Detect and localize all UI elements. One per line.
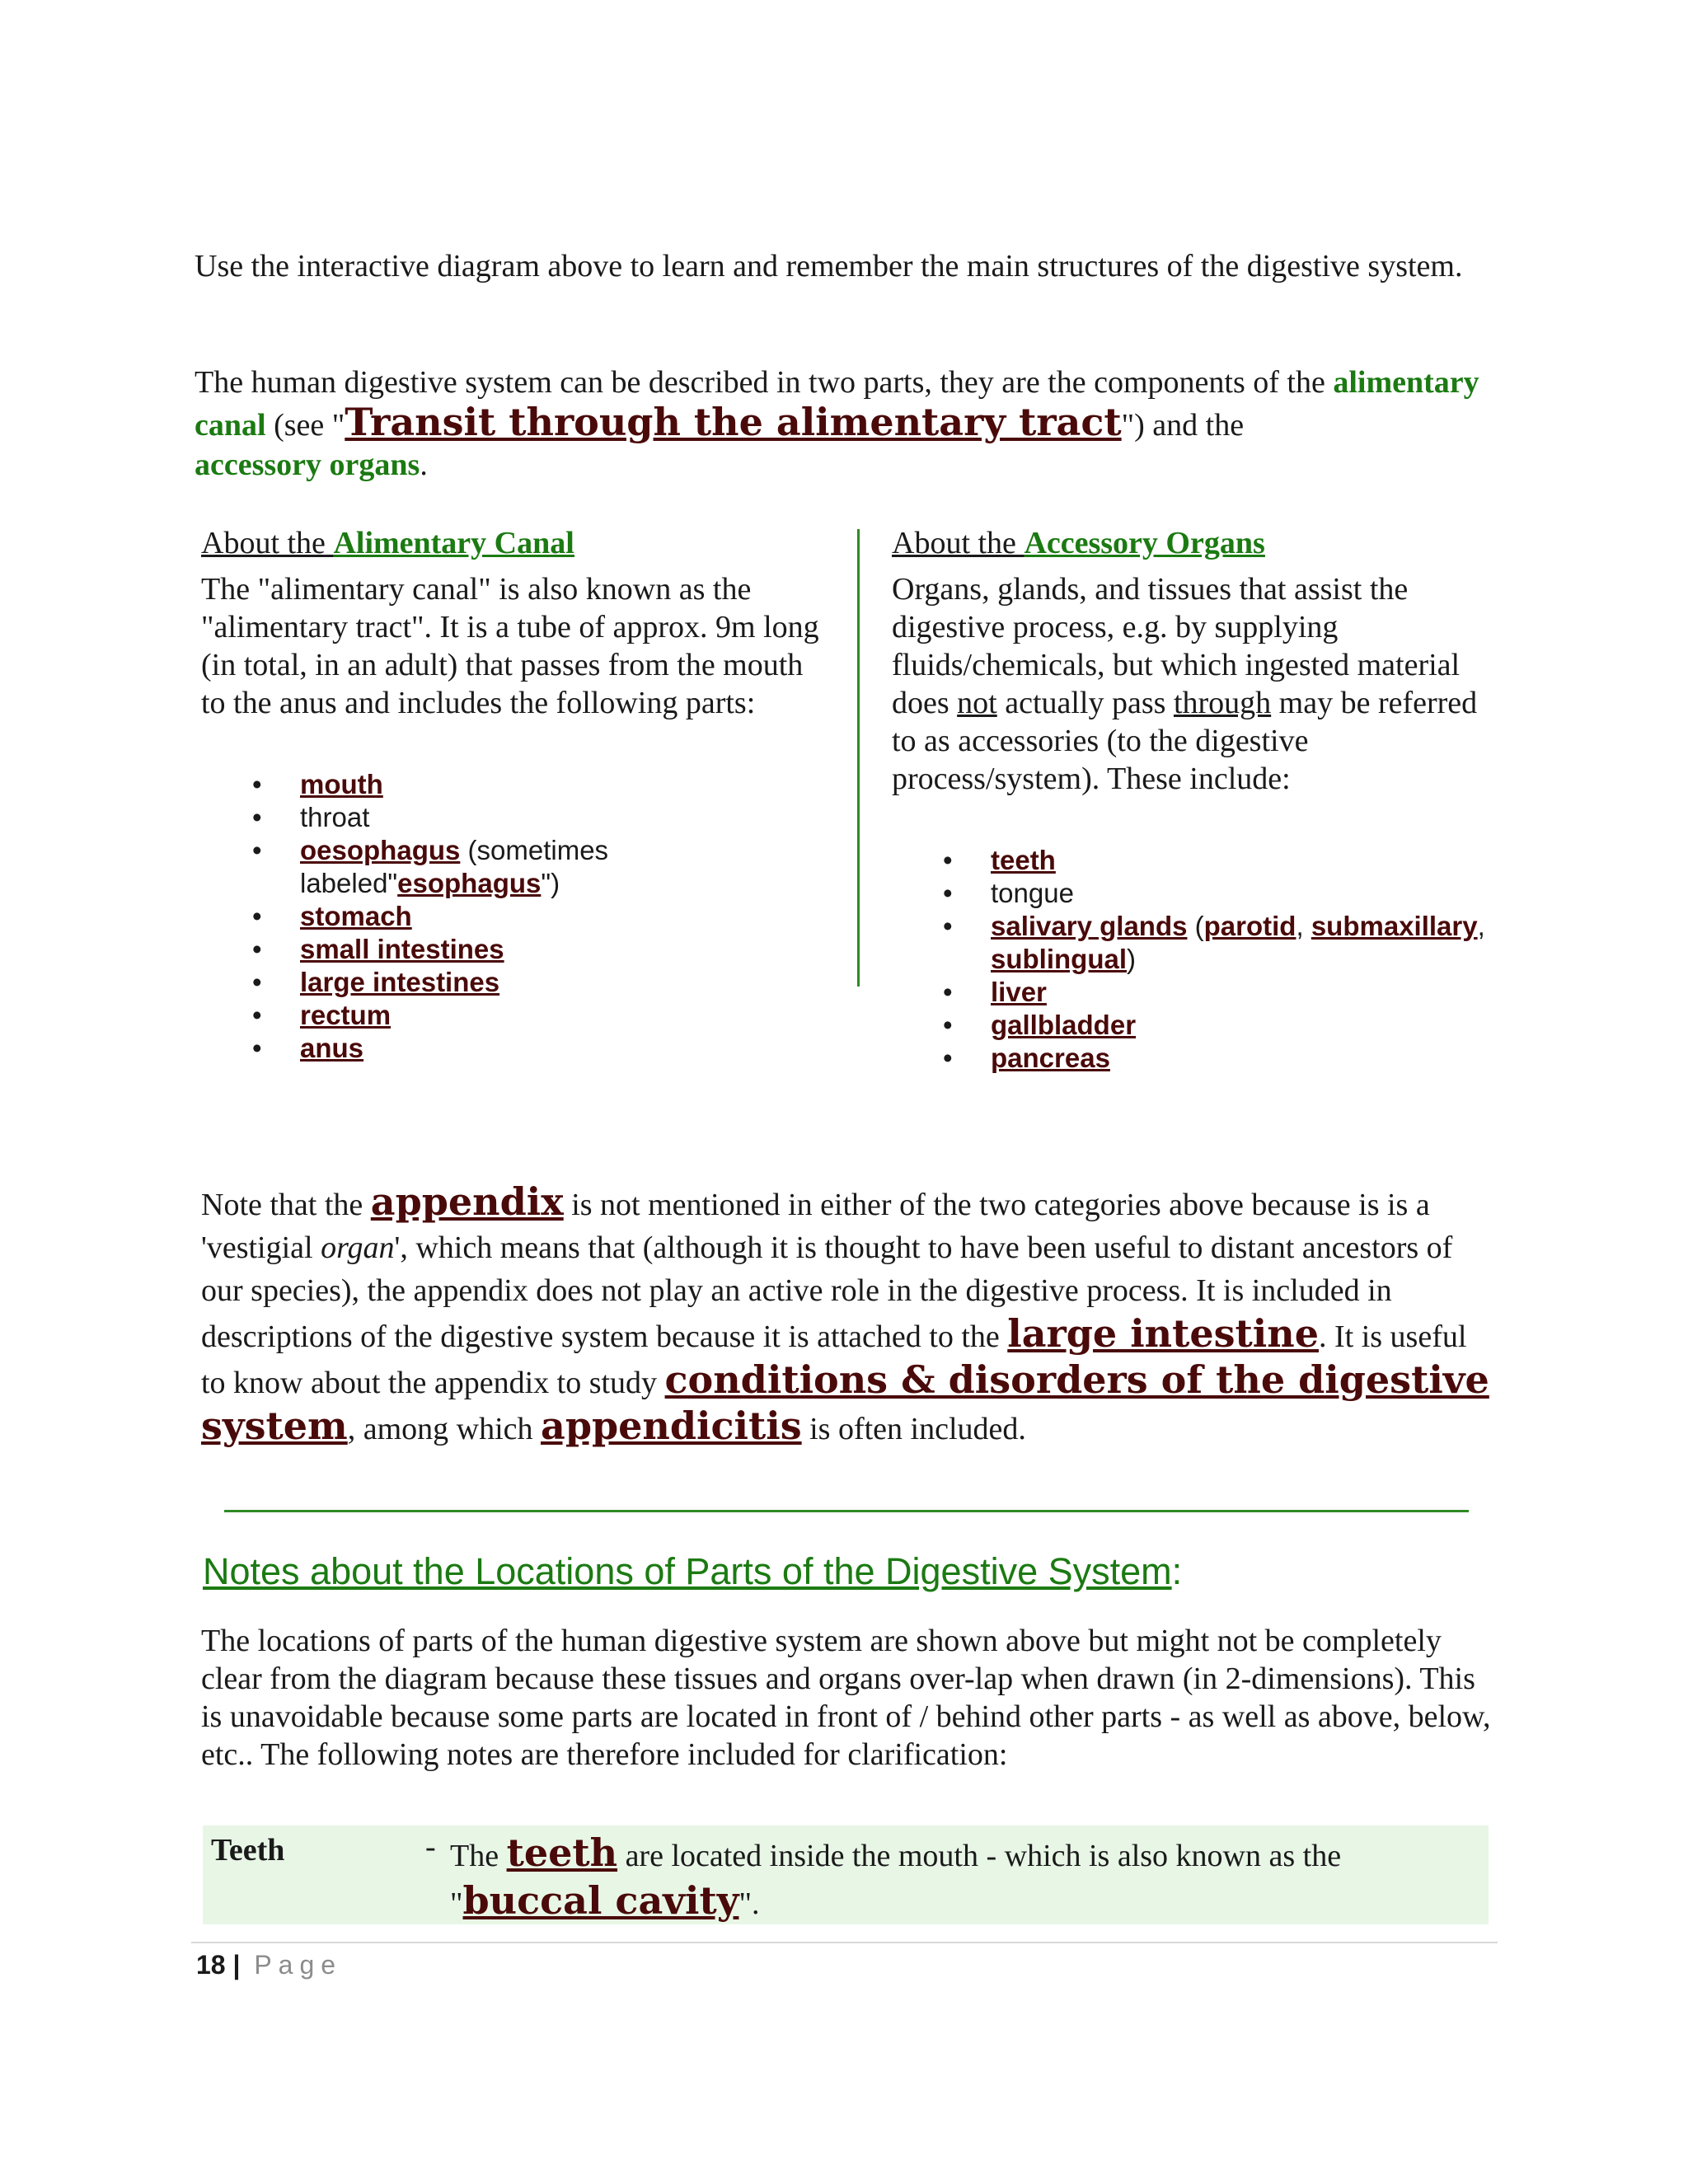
list-item: • tongue (943, 878, 1074, 908)
teeth-row-link[interactable]: teeth (506, 1830, 618, 1875)
sublingual-link[interactable]: sublingual (991, 944, 1127, 974)
accessory-organs-heading: About the Accessory Organs (892, 526, 1265, 560)
teeth-description: The teeth are located inside the mouth - which is also known as the "buccal cavity". (450, 1830, 1342, 1923)
locations-paragraph: The locations of parts of the human digestive system are shown above but might not be completely clear from the diagram because these tissues and organs over-lap when drawn (in 2-dimensions). This is unavoidable because some parts are located in front of / behind other parts - as well as above, below, etc.. The following notes are therefore included for clarification: (201, 1624, 1491, 1772)
intro-paragraph-2: The human digestive system can be described in two parts, they are the components of the alimentary canal (see "Transit through the alimentary tract") and the accessory organs. (195, 365, 1479, 482)
pancreas-link[interactable]: pancreas (991, 1043, 1110, 1073)
footer-divider (191, 1942, 1498, 1943)
parotid-link[interactable]: parotid (1203, 911, 1296, 941)
list-item: • stomach (252, 901, 412, 931)
rectum-link[interactable]: rectum (300, 1000, 392, 1030)
anus-link[interactable]: anus (300, 1033, 364, 1063)
appendix-note: Note that the appendix is not mentioned in either of the two categories above because is is a 'vestigial organ', which means that (although it is thought to have been useful to distant ancestors of our species), the appendix does not play an active role in the digestive process. It is included in descriptions of the digestive system because it is attached to the large intestine. It is useful to know about the appendix to study conditions & disorders of the digestive system, among which appendicitis is often included. (201, 1179, 1489, 1448)
alimentary-canal-column (201, 524, 828, 1065)
list-item: • large intestines (252, 967, 500, 997)
alimentary-canal-description: The "alimentary canal" is also known as the "alimentary tract". It is a tube of approx. 9m long (in total, in an adult) that passes from the mouth to the anus and includes the following parts: (201, 572, 819, 720)
section-divider (224, 1510, 1469, 1512)
buccal-cavity-link[interactable]: buccal cavity (462, 1878, 739, 1923)
accessory-organs-description: Organs, glands, and tissues that assist the digestive process, e.g. by supplying fluids/chemicals, but which ingested material does not actually pass through may be referred to as accessories (to the digestive process/system). These include: (892, 572, 1478, 796)
conditions-disorders-link[interactable]: conditions & disorders of the digestive system (201, 1357, 1489, 1448)
gallbladder-link[interactable]: gallbladder (991, 1010, 1137, 1040)
list-item: • salivary glands (parotid, submaxillary, sublingual) (943, 911, 1485, 974)
list-item: • rectum (252, 1000, 392, 1030)
large-intestine-link[interactable]: large intestine (1007, 1311, 1319, 1356)
oesophagus-link[interactable]: oesophagus (300, 835, 461, 865)
appendicitis-link[interactable]: appendicitis (541, 1404, 802, 1448)
accessory-organs-column (892, 524, 1493, 1075)
column-divider (857, 529, 860, 987)
list-item: • gallbladder (943, 1010, 1137, 1040)
page-footer: 18 | Page (196, 1950, 343, 1980)
alimentary-canal-term: alimentary canal (195, 365, 1479, 443)
esophagus-link[interactable]: esophagus (397, 868, 542, 898)
large-intestines-link[interactable]: large intestines (300, 967, 500, 997)
intro-paragraph-1: Use the interactive diagram above to learn and remember the main structures of the digestive system. (195, 249, 1463, 284)
list-item: • small intestines (252, 934, 504, 964)
mouth-link[interactable]: mouth (300, 769, 383, 799)
list-item: • pancreas (943, 1043, 1110, 1073)
accessory-organs-list (892, 844, 1493, 1075)
accessory-organs-term: accessory organs (195, 448, 420, 482)
submaxillary-link[interactable]: submaxillary (1311, 911, 1478, 941)
list-item: • teeth (943, 845, 1056, 875)
small-intestines-link[interactable]: small intestines (300, 934, 504, 964)
list-item: • oesophagus (sometimes labeled"esophagus") (252, 835, 609, 898)
list-item: • liver (943, 977, 1047, 1007)
teeth-label: Teeth (211, 1833, 285, 1868)
list-item: • mouth (252, 769, 383, 799)
stomach-link[interactable]: stomach (300, 901, 412, 931)
list-item: • throat (252, 802, 370, 832)
alimentary-parts-list (201, 768, 828, 1065)
appendix-link[interactable]: appendix (370, 1179, 564, 1224)
page-word: Page (254, 1950, 343, 1980)
salivary-glands-link[interactable]: salivary glands (991, 911, 1188, 941)
section-heading: Notes about the Locations of Parts of the Digestive System: (203, 1550, 1183, 1592)
liver-link[interactable]: liver (991, 977, 1047, 1007)
teeth-link[interactable]: teeth (991, 845, 1056, 875)
alimentary-canal-heading: About the Alimentary Canal (201, 526, 574, 560)
teeth-note-row: Teeth - The teeth are located inside the mouth - which is also known as the "buccal cavity". (203, 1825, 1489, 1924)
page-number: 18 (196, 1950, 226, 1980)
transit-alimentary-tract-link[interactable]: Transit through the alimentary tract (345, 400, 1122, 444)
list-item: • anus (252, 1033, 364, 1063)
